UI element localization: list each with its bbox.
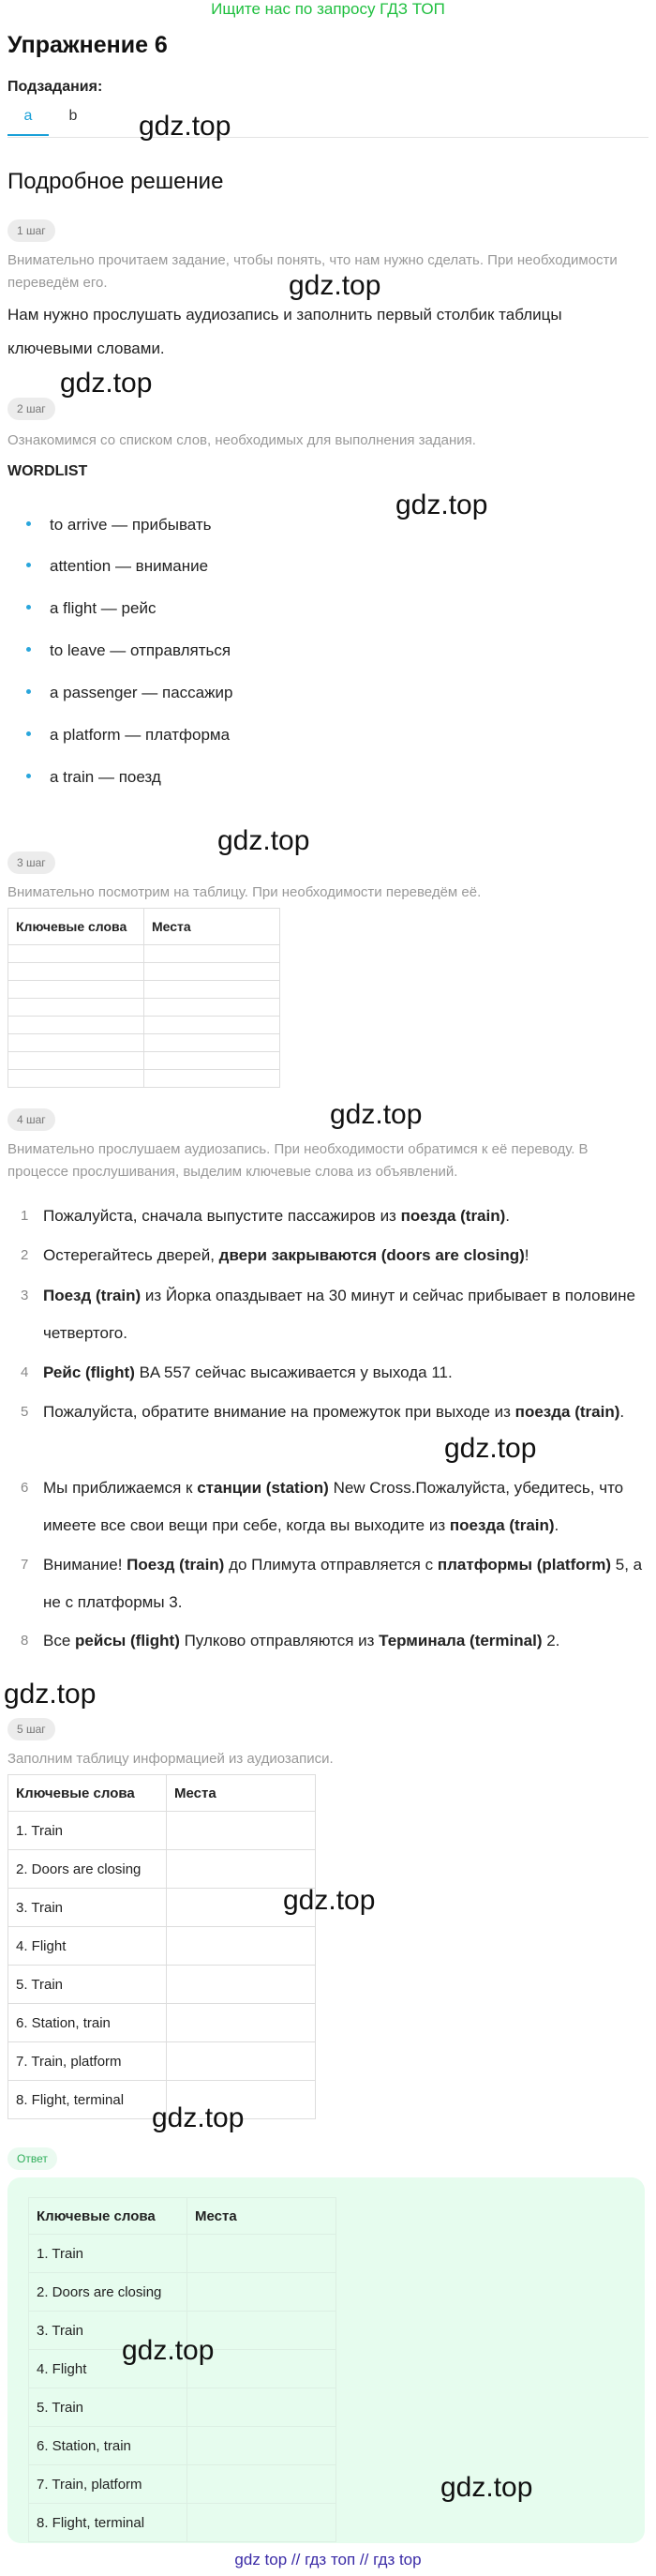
table-row: 7. Train, platform	[8, 2042, 316, 2081]
table-header-places: Места	[187, 2198, 336, 2235]
bullet-icon	[26, 774, 31, 778]
exercise-title: Упражнение 6	[7, 32, 168, 58]
keyword-highlight: платформы (platform)	[437, 1556, 612, 1574]
table-row	[8, 1017, 280, 1034]
step-badge-5: 5 шаг	[7, 1718, 55, 1740]
table-row	[8, 1052, 280, 1070]
text-segment: .	[619, 1403, 625, 1421]
watermark: gdz.top	[4, 1679, 97, 1710]
watermark: gdz.top	[217, 825, 310, 856]
table-row	[8, 981, 280, 999]
keyword-highlight: станции (station)	[197, 1479, 329, 1497]
bullet-icon	[26, 605, 31, 610]
step-3-hint: Внимательно посмотрим на таблицу. При необходимости переведём её.	[7, 884, 482, 900]
wordlist-item: a passenger — пассажир	[26, 684, 232, 702]
empty-table	[7, 908, 280, 1088]
text-segment: до Плимута отправляется с	[224, 1556, 438, 1574]
table-row	[8, 999, 280, 1017]
text-segment: .	[505, 1207, 511, 1225]
wordlist-item: a train — поезд	[26, 768, 161, 787]
table-row: 1. Train	[29, 2235, 336, 2273]
table-row: 4. Flight	[8, 1927, 316, 1966]
table-row: 4. Flight	[29, 2350, 336, 2388]
keyword-highlight: Терминала (terminal)	[379, 1632, 543, 1650]
wordlist-item: a platform — платформа	[26, 726, 230, 745]
step-badge-4: 4 шаг	[7, 1108, 55, 1131]
wordlist-title: WORDLIST	[7, 463, 88, 479]
bullet-icon	[26, 689, 31, 694]
section-title: Подробное решение	[7, 169, 224, 194]
top-banner[interactable]: Ищите нас по запросу ГДЗ ТОП	[211, 0, 445, 18]
footer-links[interactable]: gdz top // гдз топ // гдз top	[234, 2551, 422, 2568]
step-5-hint: Заполним таблицу информацией из аудиозаписи.	[7, 1751, 334, 1767]
table-row: 1. Train	[8, 1812, 316, 1850]
text-segment: 5, а не с платформы 3.	[43, 1556, 643, 1611]
text-segment: !	[524, 1246, 529, 1264]
text-segment: BA 557 сейчас высаживается у выхода 11.	[134, 1363, 453, 1381]
wordlist-item: to leave — отправляться	[26, 641, 231, 660]
text-segment: Все	[43, 1632, 76, 1650]
text-segment: Внимание!	[43, 1556, 127, 1574]
subtask-tab-b[interactable]: b	[68, 108, 78, 124]
keyword-highlight: поезда (train)	[449, 1516, 555, 1534]
text-segment: Мы приближаемся к	[43, 1479, 198, 1497]
table-row: 6. Station, train	[29, 2427, 336, 2465]
keyword-highlight: поезда (train)	[400, 1207, 506, 1225]
watermark: gdz.top	[60, 368, 153, 399]
watermark: gdz.top	[330, 1099, 423, 1130]
bullet-icon	[26, 647, 31, 652]
text-segment: Пулково отправляются из	[179, 1632, 380, 1650]
table-header-places: Места	[167, 1775, 316, 1812]
table-row	[8, 1070, 280, 1088]
watermark: gdz.top	[283, 1885, 376, 1916]
text-segment: Пожалуйста, обратите внимание на промежуток при выходе из	[43, 1403, 515, 1421]
watermark: gdz.top	[444, 1433, 537, 1464]
keyword-highlight: Рейс (flight)	[43, 1363, 135, 1381]
table-row	[8, 963, 280, 981]
table-row: 8. Flight, terminal	[29, 2504, 336, 2542]
watermark: gdz.top	[152, 2102, 245, 2133]
text-segment: New Cross.Пожалуйста, убедитесь, что имеете все свои вещи при себе, когда вы выходите из	[43, 1479, 624, 1534]
watermark: gdz.top	[122, 2335, 215, 2366]
table-row: 3. Train	[29, 2312, 336, 2350]
subtasks-label: Подзадания:	[7, 79, 103, 95]
text-segment: 2.	[542, 1632, 560, 1650]
table-row: 3. Train	[8, 1889, 316, 1927]
wordlist-item: to arrive — прибывать	[26, 516, 212, 535]
step-badge-1: 1 шаг	[7, 219, 55, 242]
step-1-text: Нам нужно прослушать аудиозапись и заполнить первый столбик таблицы ключевыми словами.	[7, 306, 562, 357]
step-badge-3: 3 шаг	[7, 851, 55, 874]
keyword-highlight: поезда (train)	[514, 1403, 620, 1421]
text-segment: Пожалуйста, сначала выпустите пассажиров из	[43, 1207, 401, 1225]
table-row	[8, 1034, 280, 1052]
answer-table	[28, 2197, 336, 2542]
table-row: 5. Train	[8, 1966, 316, 2004]
bullet-icon	[26, 563, 31, 567]
step-1-hint: Внимательно прочитаем задание, чтобы понять, что нам нужно сделать. При необходимости переведём его.	[7, 252, 618, 291]
tabs-divider	[7, 137, 649, 138]
table-row: 2. Doors are closing	[8, 1850, 316, 1889]
bullet-icon	[26, 521, 31, 526]
table-header-places: Места	[144, 909, 280, 945]
subtask-tab-a[interactable]: a	[7, 108, 49, 136]
table-header-keywords: Ключевые слова	[8, 909, 144, 945]
table-row: 5. Train	[29, 2388, 336, 2427]
watermark: gdz.top	[289, 270, 381, 301]
wordlist-item: attention — внимание	[26, 557, 208, 576]
step-badge-2: 2 шаг	[7, 398, 55, 420]
keyword-highlight: рейсы (flight)	[75, 1632, 180, 1650]
table-row: 7. Train, platform	[29, 2465, 336, 2504]
text-segment: Остерегайтесь дверей,	[43, 1246, 219, 1264]
table-row: 8. Flight, terminal	[8, 2081, 316, 2119]
text-segment: из Йорка опаздывает на 30 минут и сейчас прибывает в половине четвертого.	[43, 1287, 635, 1342]
keyword-highlight: Поезд (train)	[127, 1556, 225, 1574]
wordlist-item: a flight — рейс	[26, 599, 156, 618]
text-segment: .	[554, 1516, 559, 1534]
keyword-highlight: Поезд (train)	[43, 1287, 142, 1304]
table-header-keywords: Ключевые слова	[29, 2198, 187, 2235]
watermark: gdz.top	[395, 490, 488, 520]
table-row: 2. Doors are closing	[29, 2273, 336, 2312]
watermark: gdz.top	[440, 2472, 533, 2503]
table-row: 6. Station, train	[8, 2004, 316, 2042]
watermark: gdz.top	[139, 111, 231, 142]
bullet-icon	[26, 731, 31, 736]
answer-badge: Ответ	[7, 2147, 57, 2170]
filled-table	[7, 1774, 316, 2119]
step-4-hint: Внимательно прослушаем аудиозапись. При необходимости обратимся к её переводу. В процессе прослушивания, выделим ключевые слова из объявлений.	[7, 1141, 589, 1180]
step-2-hint: Ознакомимся со списком слов, необходимых для выполнения задания.	[7, 432, 476, 448]
table-header-keywords: Ключевые слова	[8, 1775, 167, 1812]
keyword-highlight: двери закрываются (doors are closing)	[218, 1246, 525, 1264]
table-row	[8, 945, 280, 963]
